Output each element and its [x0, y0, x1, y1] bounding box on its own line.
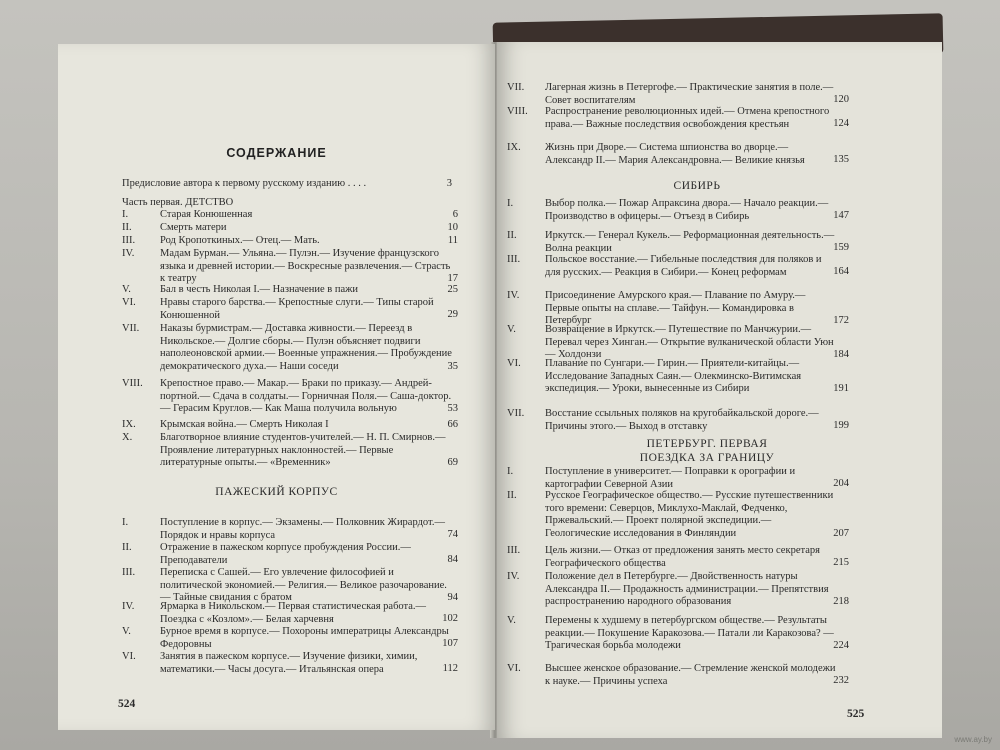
toc-entry-number: VI.	[122, 651, 136, 662]
toc-entry-title: Распространение революционных идей.— Отмена крепостного права.— Важные последствия освобождения крестьян	[545, 106, 830, 130]
toc-entry-number: X.	[122, 432, 133, 443]
toc-entry-page: 6	[452, 209, 458, 220]
contents-title: СОДЕРЖАНИЕ	[226, 146, 327, 160]
toc-entry	[507, 198, 849, 223]
toc-entry-number: V.	[122, 284, 131, 295]
toc-entry-number: III.	[507, 545, 521, 556]
toc-entry-title: Отражение в пажеском корпусе пробуждения России.— Преподаватели	[160, 542, 411, 566]
toc-entry-page: 112	[442, 663, 458, 675]
toc-entry-number: I.	[507, 198, 514, 209]
toc-entry	[122, 323, 458, 374]
toc-entry-title: Лагерная жизнь в Петергофе.— Практические занятия в поле.— Совет воспитателям	[545, 82, 834, 106]
preface-page: 3	[446, 178, 452, 189]
toc-entry	[122, 651, 458, 676]
toc-entry-title: Выбор полка.— Пожар Апраксина двора.— Начало реакции.— Производство в офицеры.— Отъезд в Сибирь	[545, 198, 829, 222]
toc-entry	[507, 324, 849, 362]
toc-entry-title: Наказы бурмистрам.— Доставка живности.— Переезд в Никольское.— Долгие сборы.— Пулэн объясняет подвиги наполеоновской армии.— Военные упражнения.— Пробуждение демократического духа.— Наши соседи	[160, 323, 452, 373]
toc-entry	[507, 408, 849, 433]
toc-entry-number: V.	[507, 615, 516, 626]
toc-entry-number: II.	[122, 542, 132, 553]
toc-entry-number: VII.	[507, 408, 525, 419]
toc-entry	[122, 284, 458, 297]
toc-entry-title: Высшее женское образование.— Стремление женской молодежи к науке.— Причины успеха	[545, 663, 836, 687]
toc-entry-title: Бал в честь Николая I.— Назначение в пажи	[160, 284, 359, 295]
toc-entry-title: Иркутск.— Генерал Кукель.— Реформационная деятельность.— Волна реакции	[545, 230, 835, 254]
toc-entry-title: Перемены к худшему в петербургском обществе.— Результаты реакции.— Покушение Каракозова.— Патали ли Каракозова? — Трагическая борьба молодежи	[545, 615, 834, 652]
left-folio: 524	[118, 698, 136, 710]
toc-entry-page: 218	[833, 596, 849, 608]
toc-entry	[122, 378, 458, 416]
toc-entry-number: III.	[507, 254, 521, 265]
toc-entry	[122, 542, 458, 567]
toc-entry-title: Старая Конюшенная	[160, 209, 253, 220]
toc-entry-page: 147	[833, 210, 849, 222]
toc-entry	[507, 142, 849, 167]
preface-line	[122, 177, 452, 190]
toc-entry-title: Польское восстание.— Гибельные последствия для поляков и для русских.— Реакция в Сибири.— Конец реформам	[545, 254, 822, 278]
toc-entry-title: Крепостное право.— Макар.— Браки по приказу.— Андрей-портной.— Сдача в солдаты.— Горничная Поля.— Саша-доктор.— Герасим Круглов.— Как Маша получила вольную	[160, 378, 452, 415]
toc-entry-number: VIII.	[122, 378, 143, 389]
toc-entry	[122, 222, 458, 235]
toc-entry-number: IX.	[122, 419, 136, 430]
toc-entry-page: 35	[447, 360, 458, 372]
toc-entry-number: I.	[507, 466, 514, 477]
toc-entry-number: VI.	[507, 663, 521, 674]
toc-entry-number: II.	[122, 222, 132, 233]
left-page	[58, 44, 495, 730]
toc-entry-title: Благотворное влияние студентов-учителей.— Н. П. Смирнов.— Проявление литературных наклонностей.— Первые литературные опыты.— «Временник»	[160, 432, 446, 469]
toc-entry-page: 232	[833, 675, 849, 687]
toc-entry-page: 135	[833, 154, 849, 166]
toc-entry-number: IV.	[507, 571, 520, 582]
toc-entry-title: Переписка с Сашей.— Его увлечение философией и политической экономией.— Религия.— Великое разочарование.— Тайные свидания с братом	[160, 567, 447, 604]
toc-entry-title: Положение дел в Петербурге.— Двойственность натуры Александра II.— Продажность администрации.— Препятствия распространению народного образования	[545, 571, 829, 608]
toc-entry-number: II.	[507, 230, 517, 241]
toc-entry	[507, 466, 849, 491]
toc-entry-number: VIII.	[507, 106, 528, 117]
toc-entry-page: 204	[833, 478, 849, 490]
toc-entry-title: Поступление в корпус.— Экзамены.— Полковник Жирардот.— Порядок и нравы корпуса	[160, 517, 445, 541]
toc-entry-number: V.	[122, 626, 131, 637]
toc-entry-title: Мадам Бурман.— Ульяна.— Пулэн.— Изучение французского языка и древней истории.— Воскресные развлечения.— Страсть к театру	[160, 248, 451, 285]
toc-entry-number: V.	[507, 324, 516, 335]
toc-entry-page: 215	[833, 557, 849, 569]
toc-entry	[122, 517, 458, 542]
toc-entry-title: Возвращение в Иркутск.— Путешествие по Манчжурии.— Перевал через Хинган.— Открытие вулканической области Уюн — Холдонзи	[545, 324, 834, 361]
toc-entry-title: Крымская война.— Смерть Николая I	[160, 419, 329, 430]
toc-entry-number: I.	[122, 209, 129, 220]
toc-entry	[122, 235, 458, 248]
toc-entry-title: Ярмарка в Никольском.— Первая статистическая работа.— Поездка с «Козлом».— Белая харчевня	[160, 601, 427, 625]
toc-entry-number: IX.	[507, 142, 521, 153]
toc-entry-number: VII.	[122, 323, 140, 334]
toc-entry	[122, 297, 458, 322]
toc-entry-title: Бурное время в корпусе.— Похороны императрицы Александры Федоровны	[160, 626, 449, 650]
toc-entry-page: 107	[442, 638, 458, 650]
toc-entry	[507, 571, 849, 609]
toc-entry-title: Смерть матери	[160, 222, 227, 233]
toc-entry-page: 10	[447, 222, 458, 233]
toc-entry-page: 159	[833, 242, 849, 254]
toc-entry-title: Занятия в пажеском корпусе.— Изучение физики, химии, математики.— Часы досуга.— Итальянская опера	[160, 651, 418, 675]
watermark: www.ay.by	[954, 735, 992, 744]
toc-entry	[122, 432, 458, 470]
preface-text: Предисловие автора к первому русскому изданию . . . .	[122, 178, 367, 189]
toc-entry-page: 224	[833, 640, 849, 652]
right-page	[497, 42, 942, 738]
toc-entry	[507, 290, 849, 328]
toc-entry	[507, 615, 849, 653]
toc-entry-number: II.	[507, 490, 517, 501]
toc-entry-title: Поступление в университет.— Поправки к орографии и картографии Северной Азии	[545, 466, 796, 490]
toc-entry-page: 11	[447, 235, 458, 246]
toc-entry	[122, 209, 458, 222]
toc-entry-page: 120	[833, 94, 849, 106]
toc-entry-title: Цель жизни.— Отказ от предложения занять место секретаря Географического общества	[545, 545, 820, 569]
toc-entry-number: VI.	[507, 358, 521, 369]
toc-entry-page: 124	[833, 118, 849, 130]
toc-entry-title: Жизнь при Дворе.— Система шпионства во дворце.— Александр II.— Мария Александровна.— Великие князья	[545, 142, 805, 166]
part1-heading: Часть первая. ДЕТСТВО	[122, 197, 234, 208]
toc-entry-title: Нравы старого барства.— Крепостные слуги.— Типы старой Конюшенной	[160, 297, 434, 321]
toc-entry-page: 84	[447, 554, 458, 566]
toc-entry-page: 102	[442, 613, 458, 625]
right-folio: 525	[847, 708, 865, 720]
toc-entry	[507, 254, 849, 279]
toc-entry-page: 164	[833, 266, 849, 278]
toc-entry	[507, 663, 849, 688]
toc-entry-title: Плавание по Сунгари.— Гирин.— Приятели-китайцы.— Исследование Западных Саян.— Олекминско-Витимская экспедиция.— Уроки, вынесенные из Сибири	[545, 358, 802, 395]
part4-heading: ПЕТЕРБУРГ. ПЕРВАЯ ПОЕЗДКА ЗА ГРАНИЦУ	[639, 438, 775, 464]
toc-entry-number: IV.	[122, 601, 135, 612]
toc-entry-page: 66	[447, 419, 458, 430]
toc-entry-number: IV.	[122, 248, 135, 259]
toc-entry-title: Присоединение Амурского края.— Плавание по Амуру.— Первые опыты на сплаве.— Тайфун.— Командировка в Петербург	[545, 290, 806, 327]
toc-entry-page: 172	[833, 315, 849, 327]
toc-entry-title: Восстание ссыльных поляков на кругобайкальской дороге.— Причины этого.— Выход в отставку	[545, 408, 819, 432]
toc-entry-page: 74	[447, 529, 458, 541]
toc-entry-page: 53	[447, 403, 458, 415]
toc-entry	[507, 230, 849, 255]
toc-entry-page: 184	[833, 349, 849, 361]
part3-heading: СИБИРЬ	[673, 180, 721, 192]
toc-entry-page: 199	[833, 420, 849, 432]
toc-entry-title: Род Кропоткиных.— Отец.— Мать.	[160, 235, 320, 246]
toc-entry-number: III.	[122, 567, 136, 578]
toc-entry	[122, 248, 458, 286]
toc-entry	[507, 106, 849, 131]
toc-entry	[122, 567, 458, 605]
toc-entry	[507, 545, 849, 570]
toc-entry-number: IV.	[507, 290, 520, 301]
toc-entry-number: VII.	[507, 82, 525, 93]
toc-entry	[122, 419, 458, 432]
toc-entry-number: VI.	[122, 297, 136, 308]
toc-entry	[122, 626, 458, 651]
toc-entry-page: 17	[447, 273, 458, 285]
toc-entry	[122, 601, 458, 626]
toc-entry	[507, 82, 849, 107]
part2-heading: ПАЖЕСКИЙ КОРПУС	[215, 486, 338, 498]
toc-entry-page: 94	[447, 592, 458, 604]
toc-entry-page: 191	[833, 383, 849, 395]
toc-entry-page: 207	[833, 527, 849, 539]
toc-entry-title: Русское Географическое общество.— Русские путешественники того времени: Северцов, Миклухо-Маклай, Федченко, Пржевальский.— Проект полярной экспедиции.— Геологические исследования в Финляндии	[545, 490, 834, 540]
toc-entry-page: 29	[447, 309, 458, 321]
toc-entry-number: III.	[122, 235, 136, 246]
toc-entry	[507, 358, 849, 396]
toc-entry	[507, 490, 849, 541]
toc-entry-number: I.	[122, 517, 129, 528]
toc-entry-page: 69	[447, 457, 458, 469]
toc-entry-page: 25	[447, 284, 458, 295]
